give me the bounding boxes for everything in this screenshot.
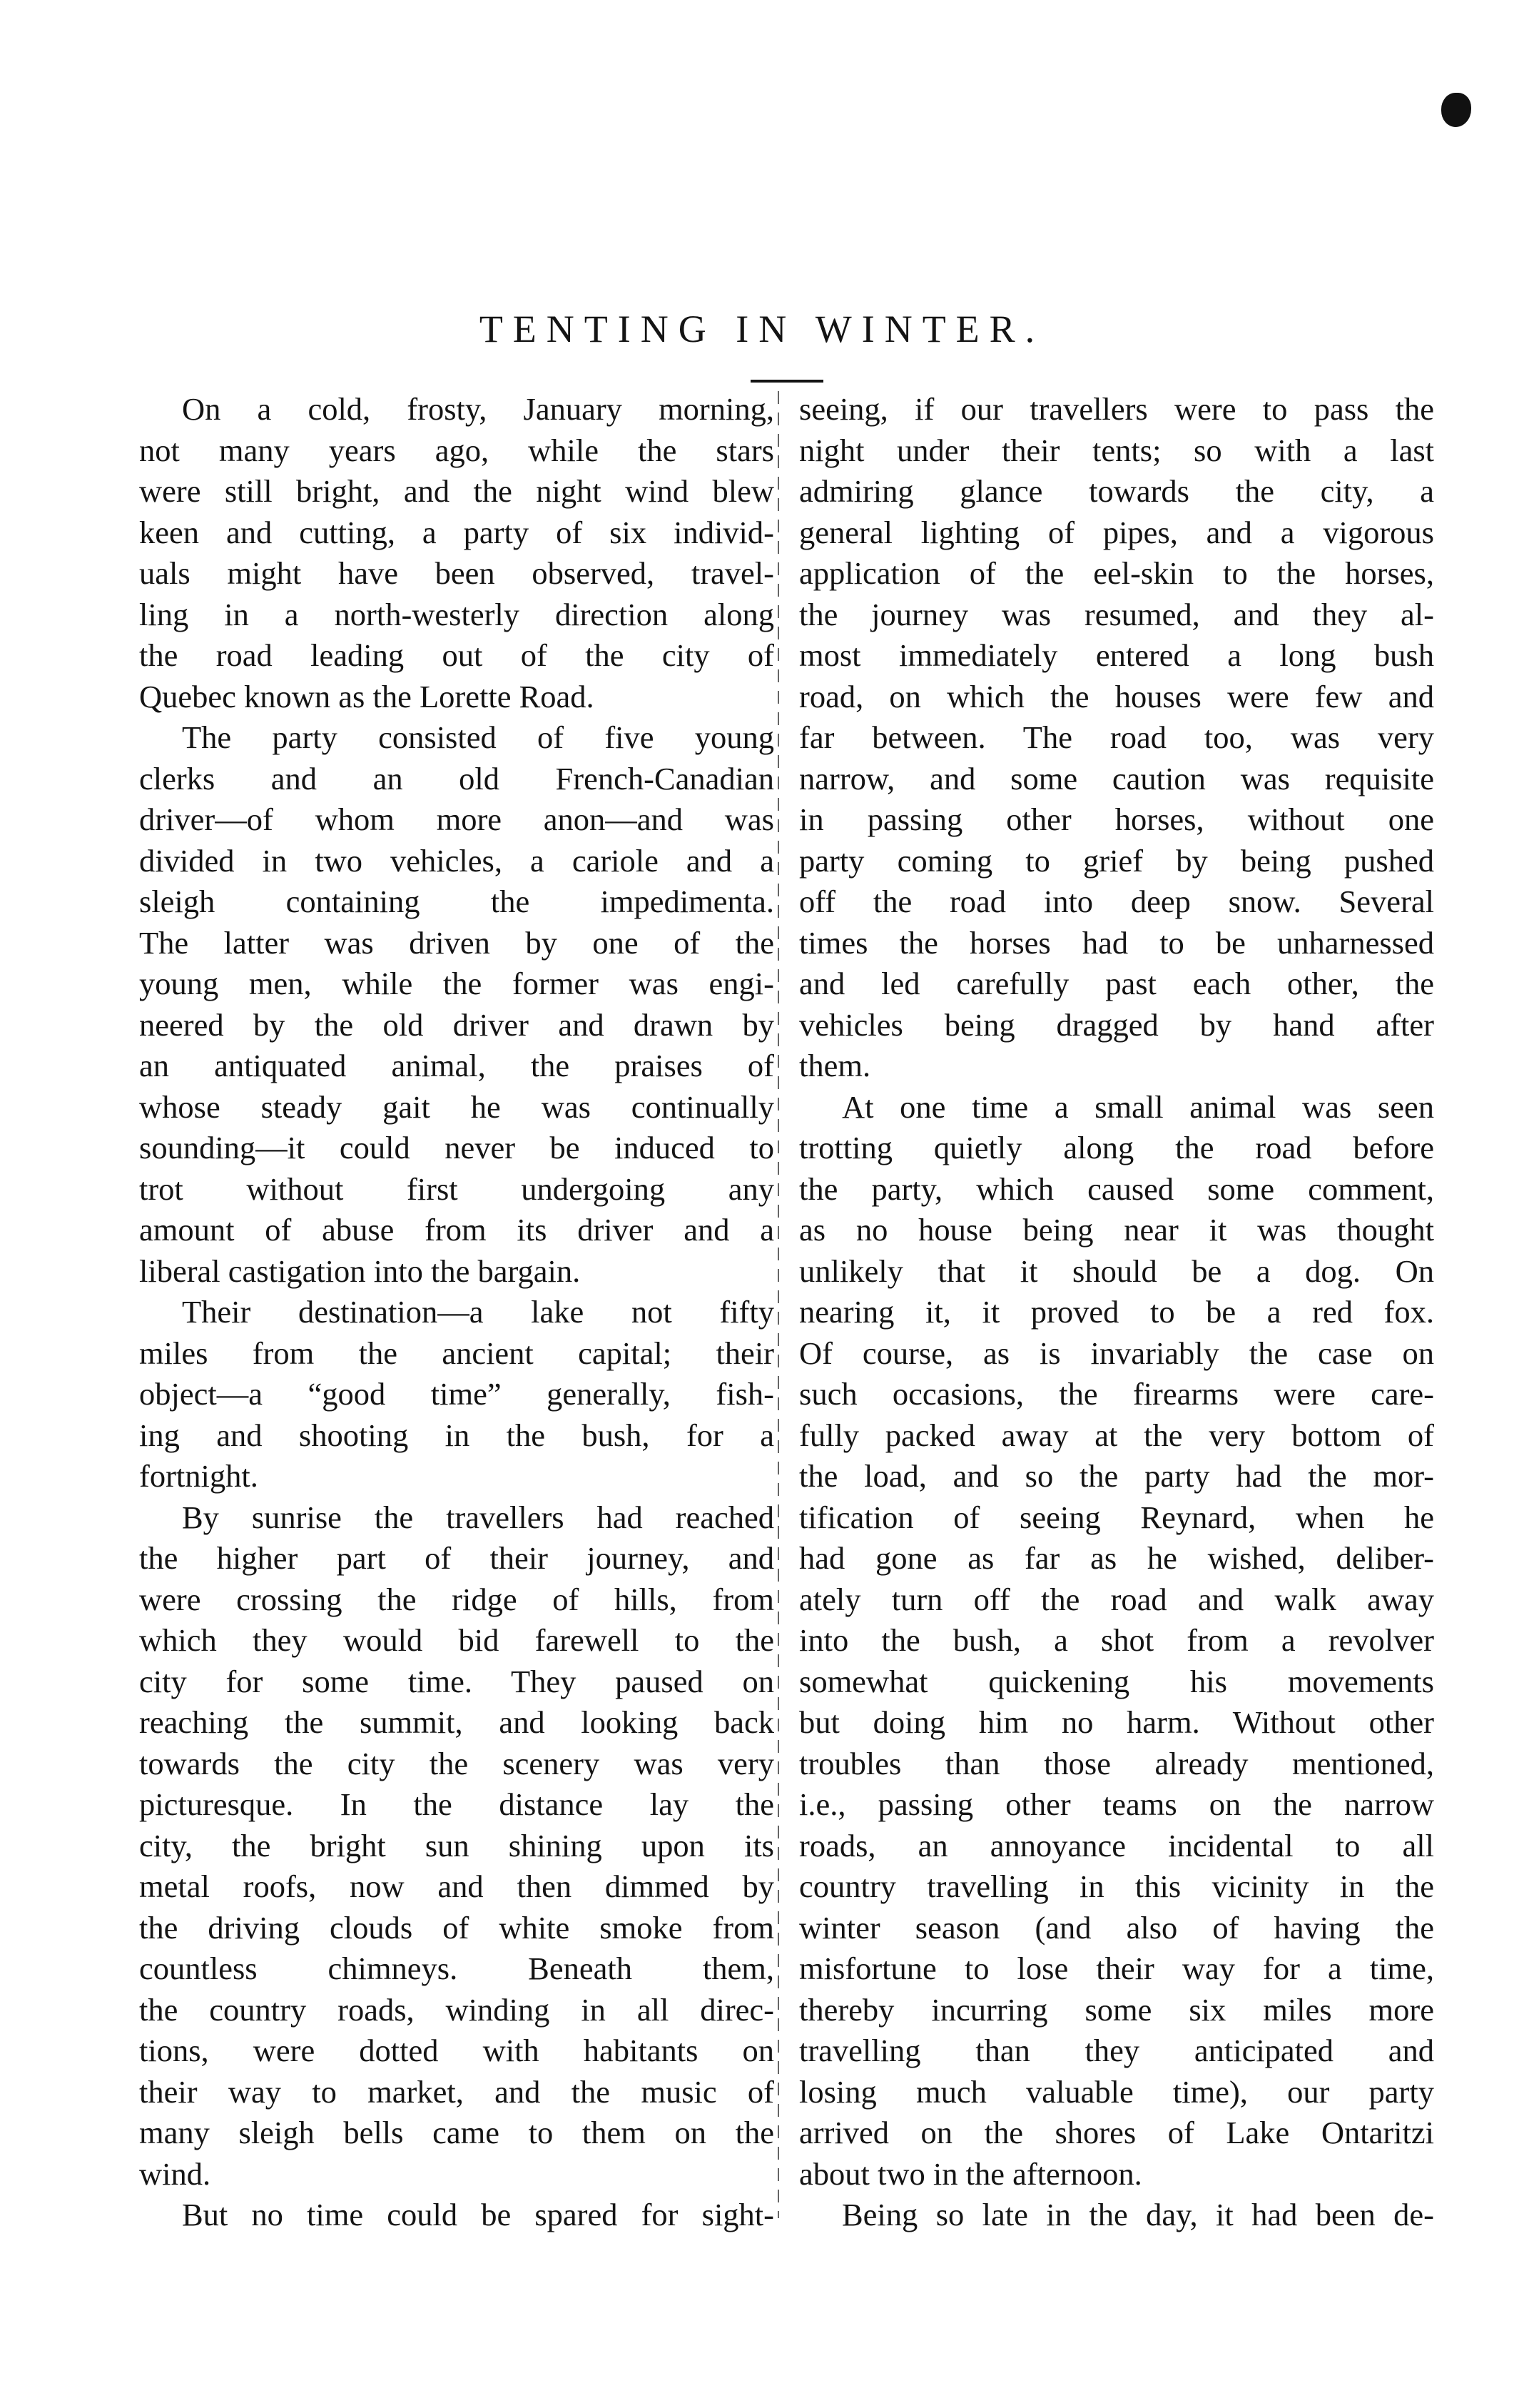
text-line: countless chimneys. Beneath them,	[139, 1951, 774, 1986]
text-line: the road leading out of the city of	[139, 637, 774, 673]
text-line: i.e., passing other teams on the narrow	[799, 1786, 1434, 1822]
text-line: country travelling in this vicinity in the	[799, 1868, 1434, 1904]
text-line: tions, were dotted with habitants on	[139, 2033, 774, 2068]
text-line: seeing, if our travellers were to pass the	[799, 391, 1434, 427]
text-line: were still bright, and the night wind blew	[139, 473, 774, 509]
text-line: keen and cutting, a party of six individ-	[139, 514, 774, 550]
text-line: off the road into deep snow. Several	[799, 884, 1434, 919]
text-line: such occasions, the firearms were care-	[799, 1376, 1434, 1412]
text-line: city for some time. They paused on	[139, 1663, 774, 1699]
text-line: sounding—it could never be induced to	[139, 1130, 774, 1165]
text-line: vehicles being dragged by hand after	[799, 1006, 1434, 1043]
text-line: narrow, and some caution was requisite	[799, 760, 1434, 796]
text-line: young men, while the former was engi-	[139, 966, 774, 1001]
text-line: Their destination—a lake not fifty	[182, 1294, 774, 1330]
text-line: By sunrise the travellers had reached	[182, 1499, 774, 1535]
text-line: fortnight.	[139, 1458, 258, 1494]
text-line: ing and shooting in the bush, for a	[139, 1417, 774, 1453]
text-line: them.	[799, 1048, 871, 1083]
text-line: On a cold, frosty, January morning,	[182, 391, 774, 427]
text-line: divided in two vehicles, a cariole and a	[139, 842, 774, 879]
text-line: had gone as far as he wished, deliber-	[799, 1540, 1434, 1576]
text-line: the journey was resumed, and they al-	[799, 596, 1434, 632]
right-column	[799, 389, 1434, 2236]
text-line: reaching the summit, and looking back	[139, 1704, 774, 1740]
text-line: were crossing the ridge of hills, from	[139, 1581, 774, 1617]
text-line: party coming to grief by being pushed	[799, 842, 1434, 879]
text-line: tification of seeing Reynard, when he	[799, 1499, 1434, 1535]
text-line: Quebec known as the Lorette Road.	[139, 678, 594, 714]
column-divider	[778, 391, 779, 2218]
text-line: many sleigh bells came to them on the	[139, 2115, 774, 2150]
text-line: winter season (and also of having the	[799, 1909, 1434, 1946]
text-line: clerks and an old French-Canadian	[139, 760, 774, 796]
text-line: general lighting of pipes, and a vigorous	[799, 514, 1434, 550]
text-line: most immediately entered a long bush	[799, 637, 1434, 673]
text-line: losing much valuable time), our party	[799, 2073, 1434, 2110]
text-line: and led carefully past each other, the	[799, 966, 1434, 1001]
text-line: amount of abuse from its driver and a	[139, 1212, 774, 1248]
text-line: miles from the ancient capital; their	[139, 1335, 774, 1371]
text-line: the higher part of their journey, and	[139, 1540, 774, 1576]
text-line: roads, an annoyance incidental to all	[799, 1827, 1434, 1863]
text-line: an antiquated animal, the praises of	[139, 1048, 774, 1083]
text-line: admiring glance towards the city, a	[799, 473, 1434, 509]
text-line: sleigh containing the impedimenta.	[139, 884, 774, 919]
text-line: object—a “good time” generally, fish-	[139, 1376, 774, 1412]
text-line: the load, and so the party had the mor-	[799, 1458, 1434, 1494]
text-line: somewhat quickening his movements	[799, 1663, 1434, 1699]
text-line: about two in the afternoon.	[799, 2155, 1142, 2192]
text-line: far between. The road too, was very	[799, 719, 1434, 755]
text-line: their way to market, and the music of	[139, 2073, 774, 2110]
text-line: liberal castigation into the bargain.	[139, 1253, 581, 1289]
text-line: the driving clouds of white smoke from	[139, 1909, 774, 1946]
text-line: misfortune to lose their way for a time,	[799, 1951, 1434, 1986]
text-line: fully packed away at the very bottom of	[799, 1417, 1434, 1453]
left-column	[139, 389, 774, 2236]
text-line: wind.	[139, 2155, 211, 2192]
text-line: ling in a north-westerly direction along	[139, 596, 774, 632]
text-line: Of course, as is invariably the case on	[799, 1335, 1434, 1371]
text-line: nearing it, it proved to be a red fox.	[799, 1294, 1434, 1330]
text-line: But no time could be spared for sight-	[182, 2197, 774, 2232]
text-line: the party, which caused some comment,	[799, 1170, 1434, 1207]
text-line: not many years ago, while the stars	[139, 432, 774, 468]
text-line: picturesque. In the distance lay the	[139, 1786, 774, 1822]
text-line: driver—of whom more anon—and was	[139, 801, 774, 837]
text-line: whose steady gait he was continually	[139, 1088, 774, 1125]
text-line: but doing him no harm. Without other	[799, 1704, 1434, 1740]
text-line: which they would bid farewell to the	[139, 1622, 774, 1658]
text-line: times the horses had to be unharnessed	[799, 924, 1434, 961]
text-line: The party consisted of five young	[182, 719, 774, 755]
text-line: trotting quietly along the road before	[799, 1130, 1434, 1165]
text-line: into the bush, a shot from a revolver	[799, 1622, 1434, 1658]
text-line: uals might have been observed, travel-	[139, 555, 774, 591]
text-line: city, the bright sun shining upon its	[139, 1827, 774, 1863]
text-line: unlikely that it should be a dog. On	[799, 1253, 1434, 1289]
text-line: At one time a small animal was seen	[842, 1088, 1434, 1125]
text-line: application of the eel-skin to the horses,	[799, 555, 1434, 591]
text-line: Being so late in the day, it had been de-	[842, 2197, 1434, 2232]
text-line: troubles than those already mentioned,	[799, 1745, 1434, 1781]
text-line: as no house being near it was thought	[799, 1212, 1434, 1248]
text-line: travelling than they anticipated and	[799, 2033, 1434, 2068]
title-rule	[751, 380, 823, 383]
text-line: thereby incurring some six miles more	[799, 1991, 1434, 2028]
ink-blot	[1441, 93, 1471, 127]
text-line: the country roads, winding in all direc-	[139, 1991, 774, 2028]
text-line: road, on which the houses were few and	[799, 678, 1434, 714]
text-line: metal roofs, now and then dimmed by	[139, 1868, 774, 1904]
text-line: in passing other horses, without one	[799, 801, 1434, 837]
text-line: arrived on the shores of Lake Ontaritzi	[799, 2115, 1434, 2150]
text-line: trot without first undergoing any	[139, 1170, 774, 1207]
text-line: neered by the old driver and drawn by	[139, 1006, 774, 1043]
text-line: The latter was driven by one of the	[139, 924, 774, 961]
text-line: ately turn off the road and walk away	[799, 1581, 1434, 1617]
article-title: TENTING IN WINTER.	[479, 308, 1045, 350]
text-line: night under their tents; so with a last	[799, 432, 1434, 468]
text-line: towards the city the scenery was very	[139, 1745, 774, 1781]
